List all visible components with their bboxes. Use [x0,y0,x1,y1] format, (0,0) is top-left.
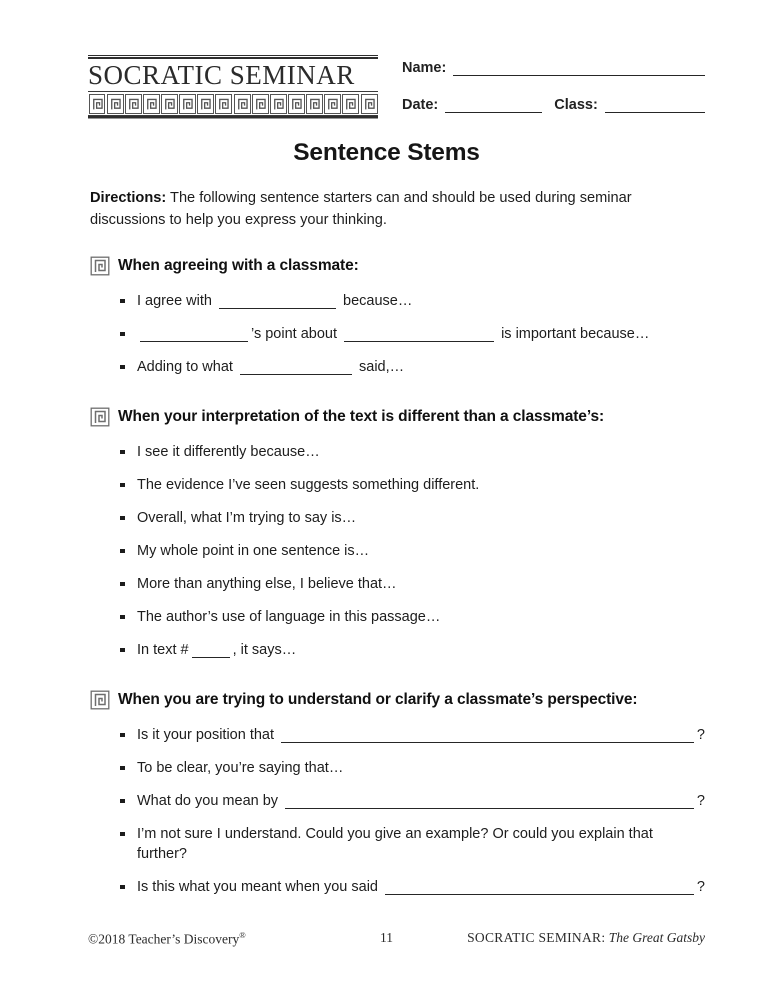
directions [90,187,708,231]
square-bullet-icon [120,885,125,890]
stem-text: said,… [354,359,405,375]
stem-item [120,324,705,344]
square-bullet-icon [120,832,125,837]
stem-line [137,475,705,495]
stem-line [137,791,705,811]
stem-text: My whole point in one sentence is… [137,543,370,559]
stem-item [120,574,705,594]
stem-line [137,607,705,627]
stem-item [120,758,705,778]
stem-text: The author’s use of language in this passage… [137,609,441,625]
square-bullet-icon [120,365,125,370]
greek-key-unit-icon [215,94,232,114]
stem-line [137,758,705,778]
stem-text: ? [696,727,705,743]
stem-text: Overall, what I’m trying to say is… [137,510,357,526]
square-bullet-icon [120,615,125,620]
stem-text: ’s point about [251,326,342,342]
stem-list [90,442,705,660]
stem-item [120,357,705,377]
series-title: SOCRATIC SEMINAR: [467,930,606,945]
square-bullet-icon [120,332,125,337]
stem-item [120,877,705,897]
stem-line [137,291,705,311]
stem-text: because… [339,293,413,309]
directions-text: The following sentence starters can and should be used during seminar discussions to help you express your thinking. [90,190,632,228]
stem-line [137,442,705,462]
name-field-row [402,60,705,76]
greek-key-icon [90,407,110,427]
greek-key-icon [90,690,110,710]
stem-line [137,877,705,897]
fill-in-blank[interactable] [140,328,248,342]
directions-label: Directions: [90,190,167,206]
square-bullet-icon [120,582,125,587]
date-label: Date: [402,97,439,113]
stem-list [90,725,705,897]
square-bullet-icon [120,450,125,455]
stem-section-3 [90,688,705,897]
stem-text: In text # [137,642,189,658]
stem-text: is important because… [497,326,650,342]
section-heading [90,254,705,278]
stem-section-1 [90,254,705,377]
square-bullet-icon [120,483,125,488]
stem-line [137,357,705,377]
stem-text: What do you mean by [137,793,283,809]
date-class-field-row [402,97,705,113]
fill-in-blank[interactable] [281,729,694,743]
stem-text: Is this what you meant when you said [137,879,383,895]
stem-text: I’m not sure I understand. Could you give an example? Or could you explain that further? [137,826,657,862]
stem-item [120,508,705,528]
stem-line [137,574,705,594]
stem-item [120,725,705,745]
greek-key-unit-icon [288,94,305,114]
square-bullet-icon [120,733,125,738]
stem-text: I see it differently because… [137,444,320,460]
stem-line [137,640,705,660]
greek-key-border [88,91,378,116]
greek-key-unit-icon [143,94,160,114]
stem-line [137,508,705,528]
class-label: Class: [554,97,598,113]
greek-key-icon [90,256,110,276]
square-bullet-icon [120,766,125,771]
registered-mark: ® [239,930,246,940]
stem-text: , it says… [232,642,297,658]
square-bullet-icon [120,648,125,653]
stem-item [120,442,705,462]
page-title: Sentence Stems [293,139,480,166]
greek-key-unit-icon [234,94,251,114]
greek-key-unit-icon [361,94,378,114]
greek-key-unit-icon [324,94,341,114]
stem-text: To be clear, you’re saying that… [137,760,344,776]
fill-in-blank[interactable] [285,795,694,809]
date-line[interactable] [445,98,542,113]
fill-in-blank[interactable] [240,361,352,375]
square-bullet-icon [120,799,125,804]
stem-item [120,640,705,660]
fill-in-blank[interactable] [192,644,230,658]
section-heading-text: When agreeing with a classmate: [118,257,359,274]
stem-line [137,324,705,344]
stem-item [120,824,705,864]
stem-text: ? [696,793,705,809]
greek-key-unit-icon [161,94,178,114]
stem-section-2 [90,405,705,660]
greek-key-unit-icon [270,94,287,114]
greek-key-unit-icon [252,94,269,114]
stem-text: ? [696,879,705,895]
page-header [88,55,705,116]
fill-in-blank[interactable] [219,295,336,309]
stem-list [90,291,705,377]
greek-key-unit-icon [306,94,323,114]
book-title: The Great Gatsby [608,930,705,945]
square-bullet-icon [120,299,125,304]
greek-key-unit-icon [197,94,214,114]
fill-in-blank[interactable] [344,328,494,342]
stem-item [120,541,705,561]
stem-item [120,607,705,627]
section-heading-text: When your interpretation of the text is different than a classmate’s: [118,408,605,425]
greek-key-unit-icon [342,94,359,114]
greek-key-unit-icon [89,94,106,114]
stem-text: More than anything else, I believe that… [137,576,397,592]
greek-key-unit-icon [125,94,142,114]
class-line[interactable] [605,98,705,113]
copyright-text: ©2018 Teacher’s Discovery® [88,930,246,947]
stem-item [120,291,705,311]
square-bullet-icon [120,549,125,554]
greek-key-unit-icon [107,94,124,114]
section-heading [90,405,705,429]
stem-text: The evidence I’ve seen suggests something different. [137,477,480,493]
sections [90,254,705,925]
section-heading-text: When you are trying to understand or clarify a classmate’s perspective: [118,691,638,708]
stem-text: I agree with [137,293,216,309]
greek-key-unit-icon [179,94,196,114]
stem-line [137,824,705,864]
logo-title: SOCRATIC SEMINAR [88,60,355,90]
section-heading [90,688,705,712]
name-line[interactable] [453,61,705,76]
page-number: 11 [380,930,393,945]
student-fields [402,55,705,113]
socratic-seminar-logo [88,55,378,116]
stem-line [137,541,705,561]
stem-line [137,725,705,745]
stem-item [120,475,705,495]
name-label: Name: [402,60,447,76]
fill-in-blank[interactable] [385,881,694,895]
stem-item [120,791,705,811]
stem-text: Is it your position that [137,727,279,743]
stem-text: Adding to what [137,359,237,375]
square-bullet-icon [120,516,125,521]
